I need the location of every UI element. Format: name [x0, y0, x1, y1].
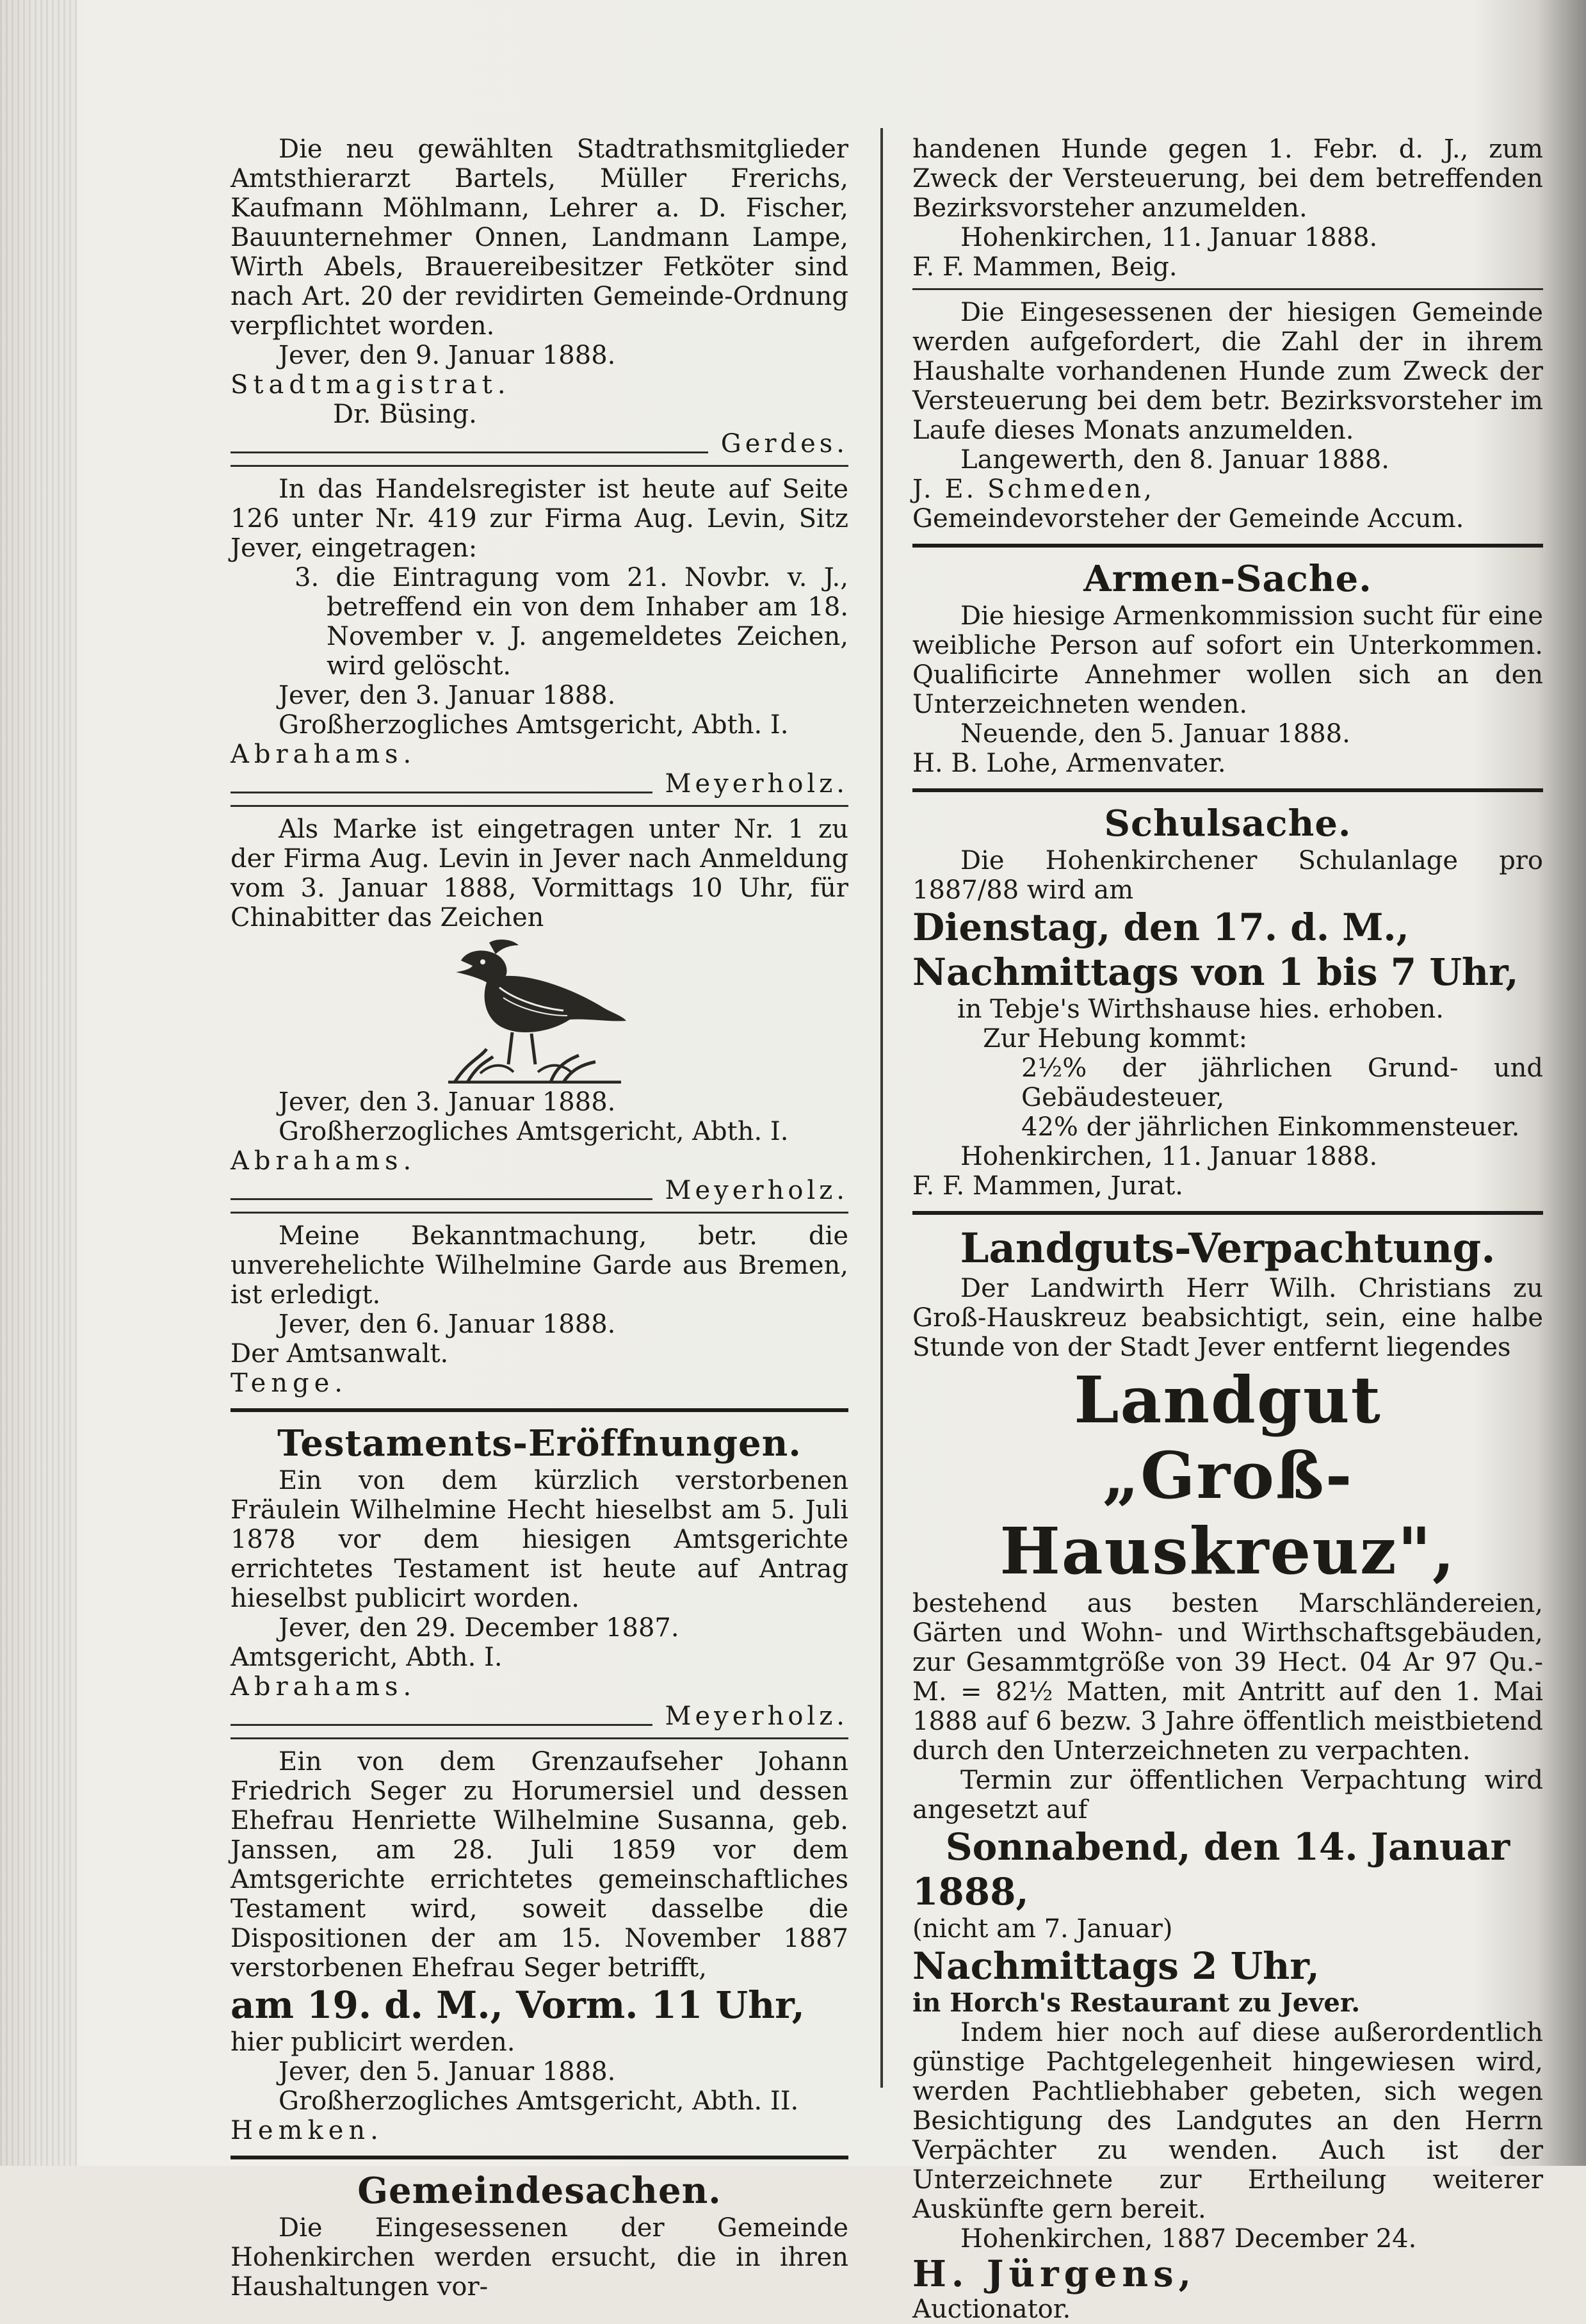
- estate-title: Landgut: [1074, 1362, 1382, 1438]
- separator: [231, 2156, 848, 2159]
- signature: Abrahams.: [231, 1146, 417, 1176]
- notice-date-emphasis: Sonnabend, den 14. Januar 1888,: [912, 1825, 1510, 1914]
- notice-text: Die Hohenkirchener Schulanlage pro 1887/88 wird am: [912, 846, 1543, 905]
- notice-item: 2½% der jährlichen Grund- und Gebäudesteuer,: [1021, 1053, 1543, 1112]
- notice-office: Der Amtsanwalt.: [231, 1339, 449, 1369]
- signature: Abrahams.: [231, 740, 417, 769]
- notice-school: [912, 801, 1543, 1201]
- notice-time-emphasis: Nachmittags 2 Uhr,: [912, 1944, 1320, 1988]
- left-column: [231, 134, 848, 2302]
- notice-text: Die neu gewählten Stadtrathsmitglieder Amtsthierarzt Bartels, Müller Frerichs, Kaufmann Möhlmann, Lehrer a. D. Fischer, Bauunternehmer Onnen, Landmann Lampe, Wirth Abels, Brauereibesitzer Fetköter sind nach Art. 20 der revidirten Gemeinde-Ordnung verpflichtet worden.: [231, 134, 848, 341]
- notice-date: Jever, den 6. Januar 1888.: [279, 1310, 616, 1339]
- notice-date: Jever, den 29. December 1887.: [279, 1613, 679, 1643]
- notice-date: Hohenkirchen, 11. Januar 1888.: [960, 223, 1378, 252]
- notice-item: 42% der jährlichen Einkommensteuer.: [1021, 1112, 1520, 1142]
- separator: [912, 544, 1543, 548]
- notice-lease: [912, 1224, 1543, 2324]
- notice-date: Jever, den 3. Januar 1888.: [279, 1087, 616, 1117]
- notice-text: bestehend aus besten Marschländereien, Gärten und Wohn- und Wirthschaftsgebäuden, zur Gesammtgröße von 39 Hect. 04 Ar 97 Qu.-M. = 82½ Matten, mit Antritt auf den 1. Mai 1888 auf 6 bezw. 3 Jahre öffentlich meistbietend durch den Unterzeichneten zu verpachten.: [912, 1589, 1543, 1766]
- lapwing-bird-trademark-image: [442, 936, 627, 1084]
- notice-text: hier publicirt werden.: [231, 2027, 515, 2057]
- separator: [231, 465, 848, 467]
- notice-text: Indem hier noch auf diese außerordentlich günstige Pachtgelegenheit hingewiesen wird, werden Pachtliebhaber gebeten, sich wegen Besichtigung des Landgutes an den Herrn Verpächter zu wenden. Auch ist der Unterzeichnete zur Ertheilung weiterer Auskünfte gern bereit.: [912, 2018, 1543, 2224]
- signature: Abrahams.: [231, 1672, 417, 1702]
- notice-trade-register: [231, 475, 848, 799]
- notice-text: Die hiesige Armenkommission sucht für eine weibliche Person auf sofort ein Unterkommen. Qualificirte Annehmer wollen sich an den Unterzeichneten wenden.: [912, 601, 1543, 719]
- notice-revocation: [231, 1221, 848, 1398]
- notice-dogs-hohenkirchen: [912, 134, 1543, 282]
- notice-text: Meine Bekanntmachung, betr. die unverehelichte Wilhelmine Garde aus Bremen, ist erledigt.: [231, 1221, 848, 1310]
- signature-rule: [231, 1702, 848, 1731]
- signature: Meyerholz.: [665, 1702, 848, 1731]
- notice-date: Jever, den 3. Januar 1888.: [279, 681, 616, 710]
- notice-time-emphasis: Nachmittags von 1 bis 7 Uhr,: [912, 950, 1519, 994]
- notice-item: 3. die Eintragung vom 21. Novbr. v. J., betreffend ein von dem Inhaber am 18. November v. J. angemeldetes Zeichen, wird gelöscht.: [295, 563, 848, 681]
- notice-dogs-langewerth: [912, 298, 1543, 533]
- separator: [912, 1211, 1543, 1215]
- signature-rule: [231, 1176, 848, 1205]
- signature: H. B. Lohe, Armenvater.: [912, 749, 1226, 778]
- estate-name: „Groß-Hauskreuz",: [999, 1438, 1456, 1589]
- separator: [912, 288, 1543, 290]
- separator: [231, 1737, 848, 1739]
- notice-council: [231, 134, 848, 459]
- section-heading: Armen-Sache.: [1083, 558, 1372, 600]
- signature: Meyerholz.: [665, 769, 848, 799]
- section-heading: Gemeindesachen.: [357, 2170, 722, 2212]
- notice-court: Großherzogliches Amtsgericht, Abth. I.: [279, 1117, 789, 1146]
- notice-lead: Zur Hebung kommt:: [983, 1024, 1248, 1053]
- section-heading: Landguts-Verpachtung.: [960, 1224, 1496, 1272]
- section-heading: Schulsache.: [1104, 802, 1352, 845]
- signature: F. F. Mammen, Jurat.: [912, 1171, 1183, 1201]
- notice-note: (nicht am 7. Januar): [912, 1914, 1173, 1944]
- notice-text: Die Eingesessenen der Gemeinde Hohenkirchen werden ersucht, die in ihren Haushaltungen vor-: [231, 2213, 848, 2302]
- signature-rule: [231, 429, 848, 459]
- separator: [231, 805, 848, 807]
- notice-place: in Horch's Restaurant zu Jever.: [912, 1988, 1361, 2018]
- signature: J. E. Schmeden,: [912, 475, 1154, 504]
- separator: [231, 1408, 848, 1412]
- separator: [912, 788, 1543, 792]
- notice-date-emphasis: am 19. d. M., Vorm. 11 Uhr,: [231, 1983, 805, 2027]
- signature: Tenge.: [231, 1369, 348, 1398]
- notice-place: in Tebje's Wirthshause hies. erhoben.: [957, 995, 1444, 1024]
- notice-poor: [912, 557, 1543, 778]
- notice-text: Der Landwirth Herr Wilh. Christians zu Groß-Hauskreuz beabsichtigt, sein, eine halbe Stunde von der Stadt Jever entfernt liegendes: [912, 1274, 1543, 1362]
- signature: Meyerholz.: [665, 1176, 848, 1205]
- notice-court: Großherzogliches Amtsgericht, Abth. I.: [279, 710, 789, 740]
- signature: Gerdes.: [720, 429, 848, 459]
- notice-court: Amtsgericht, Abth. I.: [231, 1643, 503, 1672]
- notice-text: Termin zur öffentlichen Verpachtung wird angesetzt auf: [912, 1766, 1543, 1824]
- notice-seger-testament: [231, 1747, 848, 2145]
- notice-text: handenen Hunde gegen 1. Febr. d. J., zum Zweck der Versteuerung, bei dem betreffenden Bezirksvorsteher anzumelden.: [912, 134, 1543, 223]
- signature-title: Gemeindevorsteher der Gemeinde Accum.: [912, 504, 1464, 533]
- notice-text: Ein von dem Grenzaufseher Johann Friedrich Seger zu Horumersiel und dessen Ehefrau Henriette Wilhelmine Susanna, geb. Janssen, am 28. Juli 1859 vor dem Amtsgerichte errichtetes gemeinschaftliches Testament wird, soweit dasselbe die Dispositionen der am 15. November 1887 verstorbenen Ehefrau Seger betrifft,: [231, 1747, 848, 1983]
- signature: Hemken.: [231, 2116, 384, 2145]
- notice-date: Hohenkirchen, 11. Januar 1888.: [960, 1142, 1378, 1171]
- notice-authority: Stadtmagistrat.: [231, 370, 511, 400]
- separator: [231, 1212, 848, 1214]
- notice-trademark: [231, 815, 848, 1205]
- page-edge: [0, 0, 77, 2166]
- notice-testaments: [231, 1421, 848, 1731]
- notice-date: Langewerth, den 8. Januar 1888.: [960, 445, 1389, 475]
- signature: Dr. Büsing.: [333, 400, 477, 429]
- notice-text: Die Eingesessenen der hiesigen Gemeinde werden aufgefordert, die Zahl der in ihrem Haushalte vorhandenen Hunde zum Zweck der Versteuerung bei dem betr. Bezirksvorsteher im Laufe dieses Monats anzumelden.: [912, 298, 1543, 445]
- signature-title: Auctionator.: [912, 2295, 1071, 2324]
- notice-date: Neuende, den 5. Januar 1888.: [960, 719, 1350, 749]
- notice-date: Jever, den 5. Januar 1888.: [279, 2057, 616, 2086]
- right-column: [912, 134, 1543, 2324]
- notice-text: Ein von dem kürzlich verstorbenen Fräulein Wilhelmine Hecht hieselbst am 5. Juli 1878 vor dem hiesigen Amtsgerichte errichtetes Testament ist heute auf Antrag hieselbst publicirt worden.: [231, 1466, 848, 1613]
- signature-rule: [231, 769, 848, 799]
- signature: H. Jürgens,: [912, 2253, 1197, 2295]
- section-heading: Testaments-Eröffnungen.: [277, 1422, 802, 1465]
- notice-community: [231, 2168, 848, 2302]
- notice-date: Jever, den 9. Januar 1888.: [279, 341, 616, 370]
- notice-court: Großherzogliches Amtsgericht, Abth. II.: [279, 2086, 799, 2116]
- column-divider: [880, 128, 883, 2088]
- notice-date-emphasis: Dienstag, den 17. d. M.,: [912, 906, 1409, 949]
- notice-text: Als Marke ist eingetragen unter Nr. 1 zu der Firma Aug. Levin in Jever nach Anmeldung vom 3. Januar 1888, Vormittags 10 Uhr, für Chinabitter das Zeichen: [231, 815, 848, 932]
- notice-text: In das Handelsregister ist heute auf Seite 126 unter Nr. 419 zur Firma Aug. Levin, Sitz Jever, eingetragen:: [231, 475, 848, 563]
- signature: F. F. Mammen, Beig.: [912, 252, 1177, 282]
- notice-date: Hohenkirchen, 1887 December 24.: [960, 2224, 1417, 2254]
